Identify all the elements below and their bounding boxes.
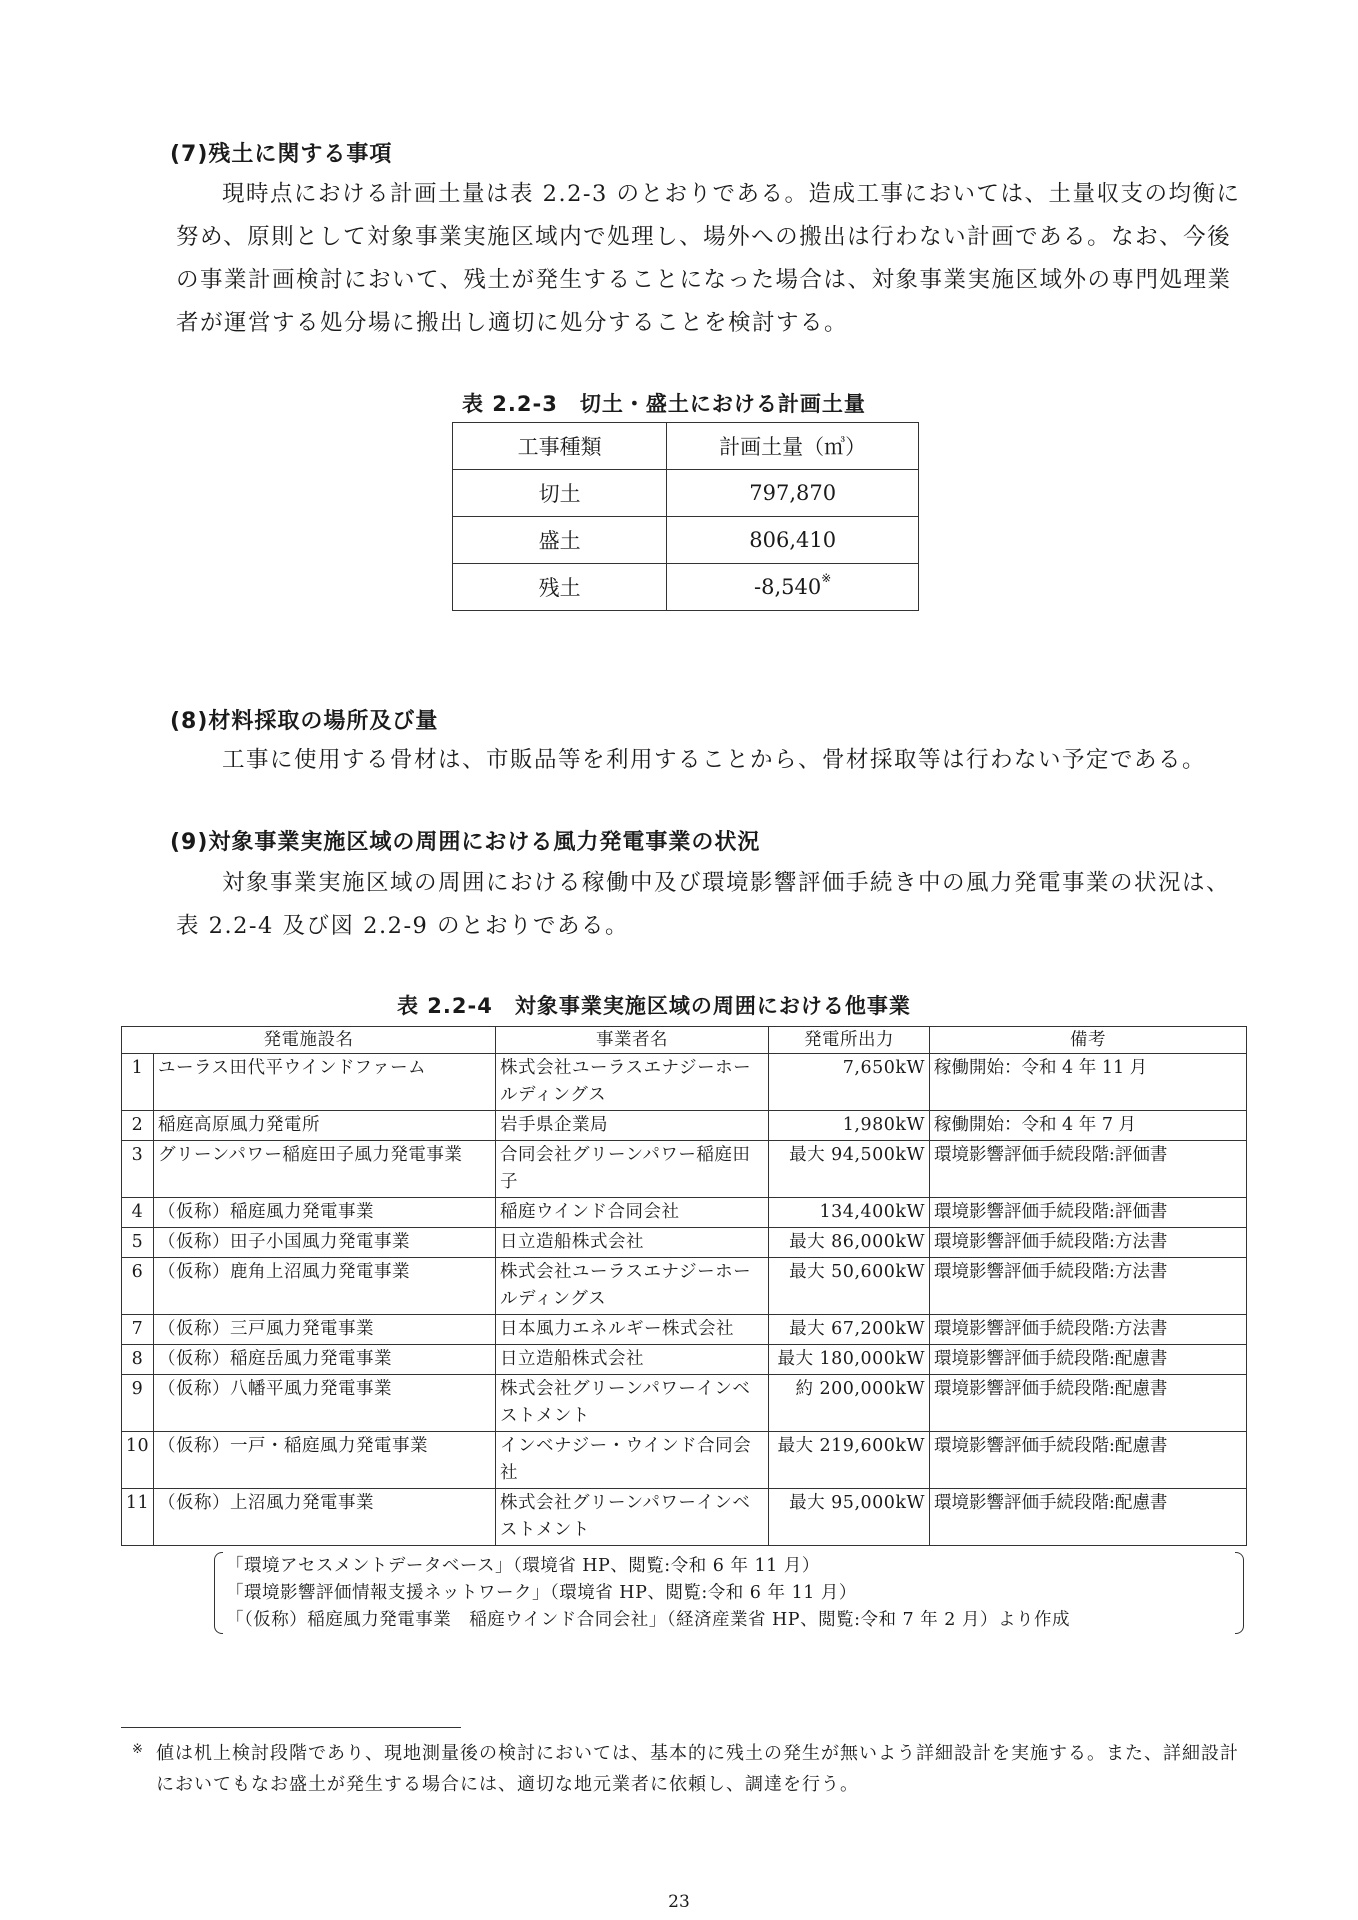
cell-operator: 株式会社ユーラスエナジーホールディングス bbox=[496, 1258, 769, 1315]
cell-operator: 株式会社グリーンパワーインベストメント bbox=[496, 1375, 769, 1432]
table-row bbox=[122, 1141, 1247, 1198]
table-row bbox=[122, 1258, 1247, 1315]
section-7-heading: (7)残土に関する事項 bbox=[170, 142, 393, 167]
cell-output: 7,650kW bbox=[769, 1054, 930, 1111]
cell-number: 8 bbox=[122, 1345, 154, 1375]
cell-operator: 株式会社グリーンパワーインベストメント bbox=[496, 1489, 769, 1546]
left-bracket bbox=[214, 1552, 223, 1634]
cell-volume: -8,540※ bbox=[667, 564, 919, 611]
cell-operator: 日立造船株式会社 bbox=[496, 1345, 769, 1375]
cell-work-type: 切土 bbox=[453, 470, 667, 517]
cell-output: 最大 95,000kW bbox=[769, 1489, 930, 1546]
cell-output: 最大 50,600kW bbox=[769, 1258, 930, 1315]
cell-output: 約 200,000kW bbox=[769, 1375, 930, 1432]
cell-number: 3 bbox=[122, 1141, 154, 1198]
cell-operator: 日立造船株式会社 bbox=[496, 1228, 769, 1258]
table-sources bbox=[214, 1552, 1244, 1636]
right-bracket bbox=[1235, 1552, 1244, 1634]
cell-number: 11 bbox=[122, 1489, 154, 1546]
cell-remarks: 環境影響評価手続段階:配慮書 bbox=[930, 1375, 1247, 1432]
cell-output: 最大 67,200kW bbox=[769, 1315, 930, 1345]
table-row bbox=[122, 1489, 1247, 1546]
cell-number: 6 bbox=[122, 1258, 154, 1315]
section-8-heading: (8)材料採取の場所及び量 bbox=[170, 709, 439, 734]
section-9-paragraph: 対象事業実施区域の周囲における稼働中及び環境影響評価手続き中の風力発電事業の状況は、表 2.2-4 及び図 2.2-9 のとおりである。 bbox=[176, 870, 1231, 939]
cell-remarks: 環境影響評価手続段階:配慮書 bbox=[930, 1432, 1247, 1489]
table-row bbox=[122, 1111, 1247, 1141]
header-remarks: 備考 bbox=[930, 1027, 1247, 1054]
cell-output: 最大 219,600kW bbox=[769, 1432, 930, 1489]
cell-remarks: 環境影響評価手続段階:評価書 bbox=[930, 1141, 1247, 1198]
section-7-paragraph: 現時点における計画土量は表 2.2-3 のとおりである。造成工事においては、土量収支の均衡に努め、原則として対象事業実施区域内で処理し、場外への搬出は行わない計画である。なお、今後の事業計画検討において、残土が発生することになった場合は、対象事業実施区域外の専門処理業者が運営する処分場に搬出し適切に処分することを検討する。 bbox=[176, 181, 1241, 336]
cell-remarks: 環境影響評価手続段階:評価書 bbox=[930, 1198, 1247, 1228]
cell-remarks: 稼働開始：令和 4 年 11 月 bbox=[930, 1054, 1247, 1111]
section-8-paragraph: 工事に使用する骨材は、市販品等を利用することから、骨材採取等は行わない予定である。 bbox=[222, 747, 1207, 773]
table-2-2-3-caption: 表 2.2-3 切土・盛土における計画土量 bbox=[462, 392, 866, 416]
cell-remarks: 環境影響評価手続段階:方法書 bbox=[930, 1258, 1247, 1315]
footnote-reference-mark: ※ bbox=[821, 571, 832, 585]
cell-facility-name: （仮称）稲庭岳風力発電事業 bbox=[154, 1345, 496, 1375]
cell-facility-name: （仮称）鹿角上沼風力発電事業 bbox=[154, 1258, 496, 1315]
cell-number: 5 bbox=[122, 1228, 154, 1258]
cell-facility-name: （仮称）三戸風力発電事業 bbox=[154, 1315, 496, 1345]
cell-facility-name: （仮称）八幡平風力発電事業 bbox=[154, 1375, 496, 1432]
table-row bbox=[122, 1375, 1247, 1432]
table-row bbox=[453, 517, 919, 564]
cell-facility-name: 稲庭高原風力発電所 bbox=[154, 1111, 496, 1141]
cell-remarks: 環境影響評価手続段階:配慮書 bbox=[930, 1489, 1247, 1546]
cell-volume: 797,870 bbox=[667, 470, 919, 517]
header-facility-name: 発電施設名 bbox=[122, 1027, 496, 1054]
cell-facility-name: グリーンパワー稲庭田子風力発電事業 bbox=[154, 1141, 496, 1198]
table-row bbox=[122, 1432, 1247, 1489]
table-row bbox=[122, 1228, 1247, 1258]
cell-number: 9 bbox=[122, 1375, 154, 1432]
cell-output: 最大 180,000kW bbox=[769, 1345, 930, 1375]
cell-output: 最大 94,500kW bbox=[769, 1141, 930, 1198]
table-row bbox=[122, 1054, 1247, 1111]
cell-remarks: 環境影響評価手続段階:配慮書 bbox=[930, 1345, 1247, 1375]
cell-volume: 806,410 bbox=[667, 517, 919, 564]
table-row bbox=[122, 1345, 1247, 1375]
cell-number: 2 bbox=[122, 1111, 154, 1141]
cell-work-type: 残土 bbox=[453, 564, 667, 611]
cell-remarks: 環境影響評価手続段階:方法書 bbox=[930, 1315, 1247, 1345]
table-row bbox=[453, 564, 919, 611]
cell-output: 最大 86,000kW bbox=[769, 1228, 930, 1258]
header-output: 発電所出力 bbox=[769, 1027, 930, 1054]
soil-volume-table bbox=[452, 422, 919, 611]
table-row bbox=[453, 470, 919, 517]
cell-output: 1,980kW bbox=[769, 1111, 930, 1141]
footnote-text: 値は机上検討段階であり、現地測量後の検討においては、基本的に残土の発生が無いよう詳細設計を実施する。また、詳細設計においてもなお盛土が発生する場合には、適切な地元業者に依頼し、調達を行う。 bbox=[156, 1743, 1239, 1795]
source-line: 「環境影響評価情報支援ネットワーク」（環境省 HP、閲覧:令和 6 年 11 月） bbox=[226, 1583, 857, 1603]
table-header-row bbox=[122, 1027, 1247, 1054]
cell-facility-name: ユーラス田代平ウインドファーム bbox=[154, 1054, 496, 1111]
table-row bbox=[122, 1198, 1247, 1228]
source-line: 「環境アセスメントデータベース」（環境省 HP、閲覧:令和 6 年 11 月） bbox=[226, 1556, 820, 1576]
header-work-type: 工事種類 bbox=[453, 423, 667, 470]
footnote bbox=[132, 1738, 1252, 1800]
header-operator: 事業者名 bbox=[496, 1027, 769, 1054]
cell-number: 1 bbox=[122, 1054, 154, 1111]
cell-operator: 岩手県企業局 bbox=[496, 1111, 769, 1141]
cell-operator: 株式会社ユーラスエナジーホールディングス bbox=[496, 1054, 769, 1111]
cell-operator: 日本風力エネルギー株式会社 bbox=[496, 1315, 769, 1345]
cell-output: 134,400kW bbox=[769, 1198, 930, 1228]
table-header-row bbox=[453, 423, 919, 470]
table-row bbox=[122, 1315, 1247, 1345]
section-9-heading: (9)対象事業実施区域の周囲における風力発電事業の状況 bbox=[170, 830, 761, 855]
cell-number: 10 bbox=[122, 1432, 154, 1489]
cell-remarks: 環境影響評価手続段階:方法書 bbox=[930, 1228, 1247, 1258]
table-2-2-4-caption: 表 2.2-4 対象事業実施区域の周囲における他事業 bbox=[397, 994, 911, 1018]
source-line: 「（仮称）稲庭風力発電事業 稲庭ウインド合同会社」（経済産業省 HP、閲覧:令和 7 年 2 月）より作成 bbox=[226, 1610, 1070, 1630]
wind-projects-table bbox=[121, 1026, 1247, 1546]
cell-facility-name: （仮称）田子小国風力発電事業 bbox=[154, 1228, 496, 1258]
cell-work-type: 盛土 bbox=[453, 517, 667, 564]
cell-operator: インベナジー・ウインド合同会社 bbox=[496, 1432, 769, 1489]
cell-operator: 稲庭ウインド合同会社 bbox=[496, 1198, 769, 1228]
page-number: 23 bbox=[668, 1892, 690, 1912]
cell-facility-name: （仮称）一戸・稲庭風力発電事業 bbox=[154, 1432, 496, 1489]
header-planned-volume: 計画土量（㎥） bbox=[667, 423, 919, 470]
cell-operator: 合同会社グリーンパワー稲庭田子 bbox=[496, 1141, 769, 1198]
table-body bbox=[122, 1054, 1247, 1546]
cell-remarks: 稼働開始：令和 4 年 7 月 bbox=[930, 1111, 1247, 1141]
cell-facility-name: （仮称）上沼風力発電事業 bbox=[154, 1489, 496, 1546]
cell-number: 4 bbox=[122, 1198, 154, 1228]
footnote-divider bbox=[121, 1727, 461, 1728]
footnote-mark: ※ bbox=[132, 1742, 144, 1757]
cell-number: 7 bbox=[122, 1315, 154, 1345]
cell-facility-name: （仮称）稲庭風力発電事業 bbox=[154, 1198, 496, 1228]
